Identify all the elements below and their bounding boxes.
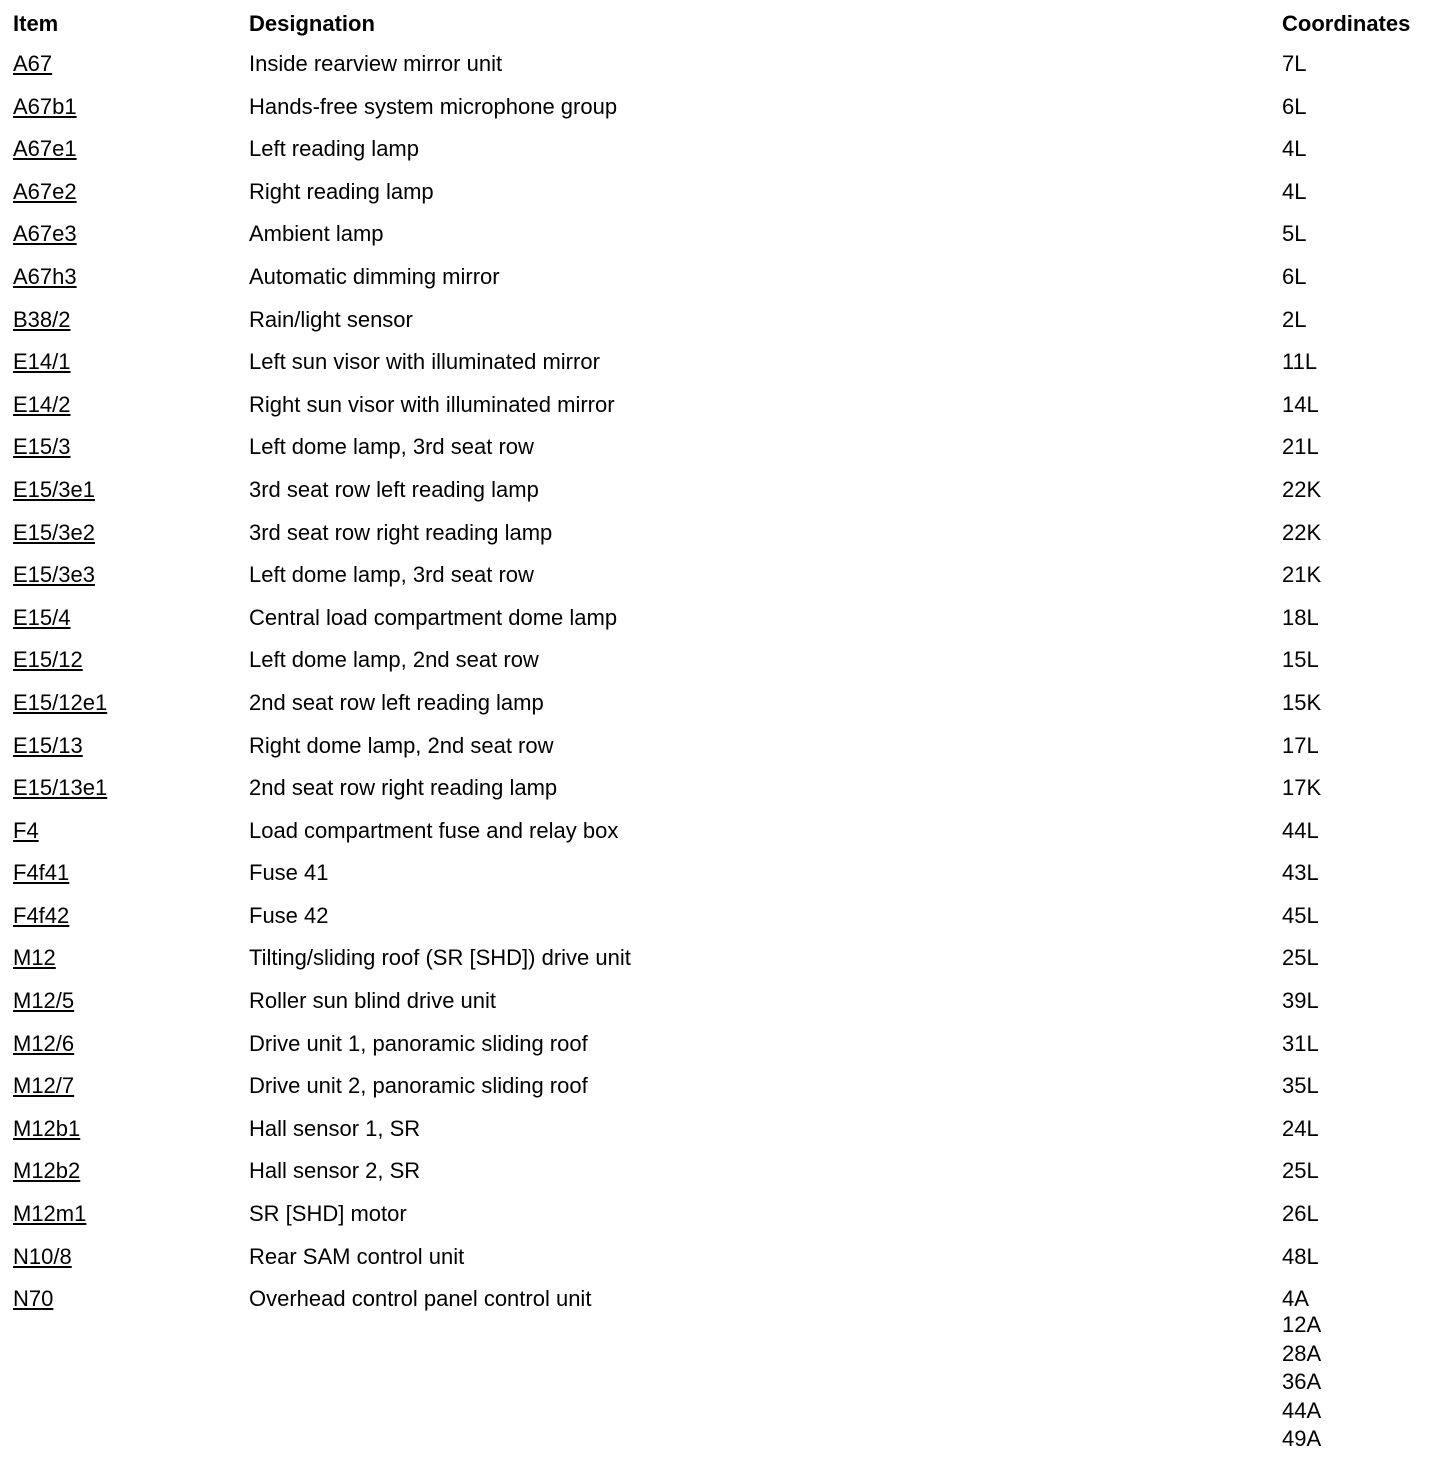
- item-link[interactable]: A67h3: [13, 263, 77, 289]
- item-cell: [13, 940, 249, 983]
- coordinate-value: 17K: [1282, 775, 1322, 801]
- item-link[interactable]: E14/2: [13, 391, 71, 417]
- table-row: [13, 344, 1453, 387]
- designation-cell: Right dome lamp, 2nd seat row: [249, 732, 554, 758]
- coordinates-cell: [1282, 770, 1453, 813]
- coordinates-cell: [1282, 685, 1453, 728]
- coordinate-value: 4A: [1282, 1286, 1309, 1312]
- coordinates-cell: [1282, 46, 1453, 89]
- coordinates-cell: [1282, 1196, 1453, 1239]
- item-link[interactable]: E15/13e1: [13, 775, 108, 801]
- coordinate-value: 4L: [1282, 178, 1307, 204]
- item-link[interactable]: E15/13: [13, 732, 83, 758]
- item-link[interactable]: N70: [13, 1286, 54, 1312]
- header-coordinates: Coordinates: [1282, 11, 1411, 36]
- designation-cell: Automatic dimming mirror: [249, 263, 500, 289]
- coordinate-value: 31L: [1282, 1030, 1319, 1056]
- coordinates-cell: [1282, 216, 1453, 259]
- table-row: [13, 46, 1453, 89]
- table-row: [13, 685, 1453, 728]
- item-cell: [13, 1026, 249, 1069]
- item-cell: [13, 302, 249, 345]
- item-cell: [13, 131, 249, 174]
- coordinates-cell: [1282, 472, 1453, 515]
- table-row: [13, 600, 1453, 643]
- item-cell: [13, 1111, 249, 1154]
- item-link[interactable]: A67b1: [13, 93, 77, 119]
- coordinate-value: 22K: [1282, 476, 1322, 502]
- item-link[interactable]: E15/3e1: [13, 476, 95, 502]
- item-cell: [13, 387, 249, 430]
- item-cell: [13, 344, 249, 387]
- coordinates-cell: [1282, 983, 1453, 1026]
- item-cell: [13, 685, 249, 728]
- coordinate-value: 18L: [1282, 604, 1319, 630]
- item-cell: [13, 259, 249, 302]
- coordinate-value: 2L: [1282, 306, 1307, 332]
- designation-cell: Hall sensor 2, SR: [249, 1158, 421, 1184]
- coordinate-value: 25L: [1282, 1158, 1319, 1184]
- table-row: [13, 1111, 1453, 1154]
- item-link[interactable]: M12/6: [13, 1030, 75, 1056]
- designation-cell: Overhead control panel control unit: [249, 1286, 592, 1312]
- coordinates-cell: [1282, 1281, 1453, 1454]
- item-cell: [13, 1196, 249, 1239]
- designation-cell: Hall sensor 1, SR: [249, 1115, 421, 1141]
- coordinate-value: 24L: [1282, 1115, 1319, 1141]
- coordinate-value: 48L: [1282, 1243, 1319, 1269]
- designation-cell: Left dome lamp, 3rd seat row: [249, 562, 534, 588]
- designation-cell: Left reading lamp: [249, 136, 419, 162]
- coordinates-cell: [1282, 131, 1453, 174]
- coordinates-cell: [1282, 728, 1453, 771]
- coordinate-value: 35L: [1282, 1073, 1319, 1099]
- coordinate-value: 45L: [1282, 902, 1319, 928]
- item-cell: [13, 770, 249, 813]
- item-link[interactable]: N10/8: [13, 1243, 72, 1269]
- item-cell: [13, 1281, 249, 1454]
- item-cell: [13, 1068, 249, 1111]
- item-cell: [13, 1239, 249, 1282]
- table-row: [13, 472, 1453, 515]
- header-item: Item: [13, 11, 59, 36]
- table-header-row: [13, 6, 1453, 46]
- item-cell: [13, 216, 249, 259]
- coordinate-value: 15L: [1282, 647, 1319, 673]
- table-row: [13, 855, 1453, 898]
- item-link[interactable]: M12m1: [13, 1201, 87, 1227]
- coordinates-cell: [1282, 515, 1453, 558]
- designation-cell: Load compartment fuse and relay box: [249, 817, 619, 843]
- item-cell: [13, 557, 249, 600]
- table-row: [13, 429, 1453, 472]
- coordinates-cell: [1282, 302, 1453, 345]
- coordinate-value: 21L: [1282, 434, 1319, 460]
- table-row: [13, 131, 1453, 174]
- item-link[interactable]: A67: [13, 51, 53, 76]
- item-link[interactable]: M12/7: [13, 1073, 75, 1099]
- table-row: [13, 1281, 1453, 1454]
- table-row: [13, 1068, 1453, 1111]
- designation-cell: 3rd seat row right reading lamp: [249, 519, 553, 545]
- item-cell: [13, 728, 249, 771]
- table-row: [13, 642, 1453, 685]
- coordinate-value: 43L: [1282, 860, 1319, 886]
- coordinates-cell: [1282, 89, 1453, 132]
- table-row: [13, 216, 1453, 259]
- component-legend-table: [13, 6, 1453, 1454]
- designation-cell: SR [SHD] motor: [249, 1201, 407, 1227]
- item-cell: [13, 898, 249, 941]
- coordinates-cell: [1282, 642, 1453, 685]
- coordinate-value: 14L: [1282, 391, 1319, 417]
- item-cell: [13, 1153, 249, 1196]
- designation-cell: Fuse 42: [249, 902, 329, 928]
- item-cell: [13, 515, 249, 558]
- coordinates-cell: [1282, 898, 1453, 941]
- coordinates-cell: [1282, 1153, 1453, 1196]
- designation-cell: 3rd seat row left reading lamp: [249, 476, 539, 502]
- designation-cell: Fuse 41: [249, 860, 329, 886]
- table-row: [13, 1239, 1453, 1282]
- designation-cell: Roller sun blind drive unit: [249, 988, 497, 1014]
- coordinate-value: 15K: [1282, 689, 1322, 715]
- coordinates-cell: [1282, 1239, 1453, 1282]
- table-row: [13, 387, 1453, 430]
- designation-cell: Hands-free system microphone group: [249, 93, 618, 119]
- table-row: [13, 259, 1453, 302]
- coordinates-cell: [1282, 600, 1453, 643]
- designation-cell: Right reading lamp: [249, 178, 434, 204]
- item-link[interactable]: E14/1: [13, 349, 71, 375]
- coordinate-value: 12A: [1282, 1312, 1322, 1338]
- coordinate-value: 49A: [1282, 1426, 1322, 1452]
- item-link[interactable]: E15/12: [13, 647, 83, 673]
- designation-cell: Ambient lamp: [249, 221, 384, 247]
- designation-cell: Left sun visor with illuminated mirror: [249, 349, 600, 375]
- coordinate-value: 17L: [1282, 732, 1319, 758]
- designation-cell: Central load compartment dome lamp: [249, 604, 618, 630]
- coordinate-value: 4L: [1282, 136, 1307, 162]
- table-row: [13, 983, 1453, 1026]
- coordinates-cell: [1282, 174, 1453, 217]
- coordinate-value: 25L: [1282, 945, 1319, 971]
- designation-cell: 2nd seat row right reading lamp: [249, 775, 558, 801]
- coordinate-value: 21K: [1282, 562, 1322, 588]
- table-row: [13, 1153, 1453, 1196]
- item-cell: [13, 642, 249, 685]
- coordinates-cell: [1282, 557, 1453, 600]
- coordinates-cell: [1282, 855, 1453, 898]
- coordinates-cell: [1282, 813, 1453, 856]
- item-cell: [13, 89, 249, 132]
- table-row: [13, 940, 1453, 983]
- table-row: [13, 728, 1453, 771]
- item-link[interactable]: M12/5: [13, 988, 75, 1014]
- table-row: [13, 557, 1453, 600]
- item-link[interactable]: E15/3e3: [13, 562, 95, 588]
- item-link[interactable]: E15/3: [13, 434, 71, 460]
- table-row: [13, 174, 1453, 217]
- table-row: [13, 515, 1453, 558]
- table-body: [13, 46, 1453, 1454]
- coordinate-value: 36A: [1282, 1369, 1322, 1395]
- table-row: [13, 898, 1453, 941]
- item-cell: [13, 983, 249, 1026]
- table-row: [13, 813, 1453, 856]
- item-cell: [13, 600, 249, 643]
- item-link[interactable]: E15/4: [13, 604, 71, 630]
- header-designation: Designation: [249, 11, 375, 36]
- table-row: [13, 1026, 1453, 1069]
- item-link[interactable]: A67e1: [13, 136, 77, 162]
- item-link[interactable]: F4f42: [13, 902, 70, 928]
- item-cell: [13, 429, 249, 472]
- item-link[interactable]: M12: [13, 945, 56, 971]
- coordinates-cell: [1282, 344, 1453, 387]
- coordinates-cell: [1282, 1111, 1453, 1154]
- table-row: [13, 1196, 1453, 1239]
- designation-cell: 2nd seat row left reading lamp: [249, 689, 544, 715]
- table-row: [13, 89, 1453, 132]
- coordinate-value: 6L: [1282, 93, 1307, 119]
- coordinate-value: 44A: [1282, 1397, 1322, 1423]
- designation-cell: Inside rearview mirror unit: [249, 51, 503, 76]
- item-link[interactable]: M12b2: [13, 1158, 81, 1184]
- item-link[interactable]: A67e2: [13, 178, 77, 204]
- coordinate-value: 5L: [1282, 221, 1307, 247]
- item-link[interactable]: F4: [13, 817, 39, 843]
- item-cell: [13, 813, 249, 856]
- designation-cell: Tilting/sliding roof (SR [SHD]) drive unit: [249, 945, 631, 971]
- coordinates-cell: [1282, 1068, 1453, 1111]
- coordinate-value: 11L: [1282, 349, 1318, 375]
- coordinates-cell: [1282, 940, 1453, 983]
- coordinates-cell: [1282, 387, 1453, 430]
- item-link[interactable]: F4f41: [13, 860, 70, 886]
- item-cell: [13, 472, 249, 515]
- item-link[interactable]: E15/12e1: [13, 689, 108, 715]
- designation-cell: Left dome lamp, 3rd seat row: [249, 434, 534, 460]
- coordinates-cell: [1282, 259, 1453, 302]
- coordinates-cell: [1282, 429, 1453, 472]
- designation-cell: Left dome lamp, 2nd seat row: [249, 647, 539, 673]
- coordinate-value: 44L: [1282, 817, 1319, 843]
- designation-cell: Rear SAM control unit: [249, 1243, 465, 1269]
- coordinate-value: 26L: [1282, 1201, 1319, 1227]
- coordinate-value: 7L: [1282, 51, 1307, 76]
- designation-cell: Drive unit 2, panoramic sliding roof: [249, 1073, 588, 1099]
- designation-cell: Rain/light sensor: [249, 306, 413, 332]
- coordinate-value: 22K: [1282, 519, 1322, 545]
- coordinate-value: 6L: [1282, 263, 1307, 289]
- coordinate-value: 28A: [1282, 1340, 1322, 1366]
- item-cell: [13, 174, 249, 217]
- designation-cell: Drive unit 1, panoramic sliding roof: [249, 1030, 588, 1056]
- coordinates-cell: [1282, 1026, 1453, 1069]
- table-row: [13, 770, 1453, 813]
- coordinate-value: 39L: [1282, 988, 1319, 1014]
- table-row: [13, 302, 1453, 345]
- designation-cell: Right sun visor with illuminated mirror: [249, 391, 615, 417]
- item-cell: [13, 46, 249, 89]
- item-link[interactable]: A67e3: [13, 221, 77, 247]
- item-link[interactable]: E15/3e2: [13, 519, 95, 545]
- item-link[interactable]: B38/2: [13, 306, 71, 332]
- item-cell: [13, 855, 249, 898]
- item-link[interactable]: M12b1: [13, 1115, 81, 1141]
